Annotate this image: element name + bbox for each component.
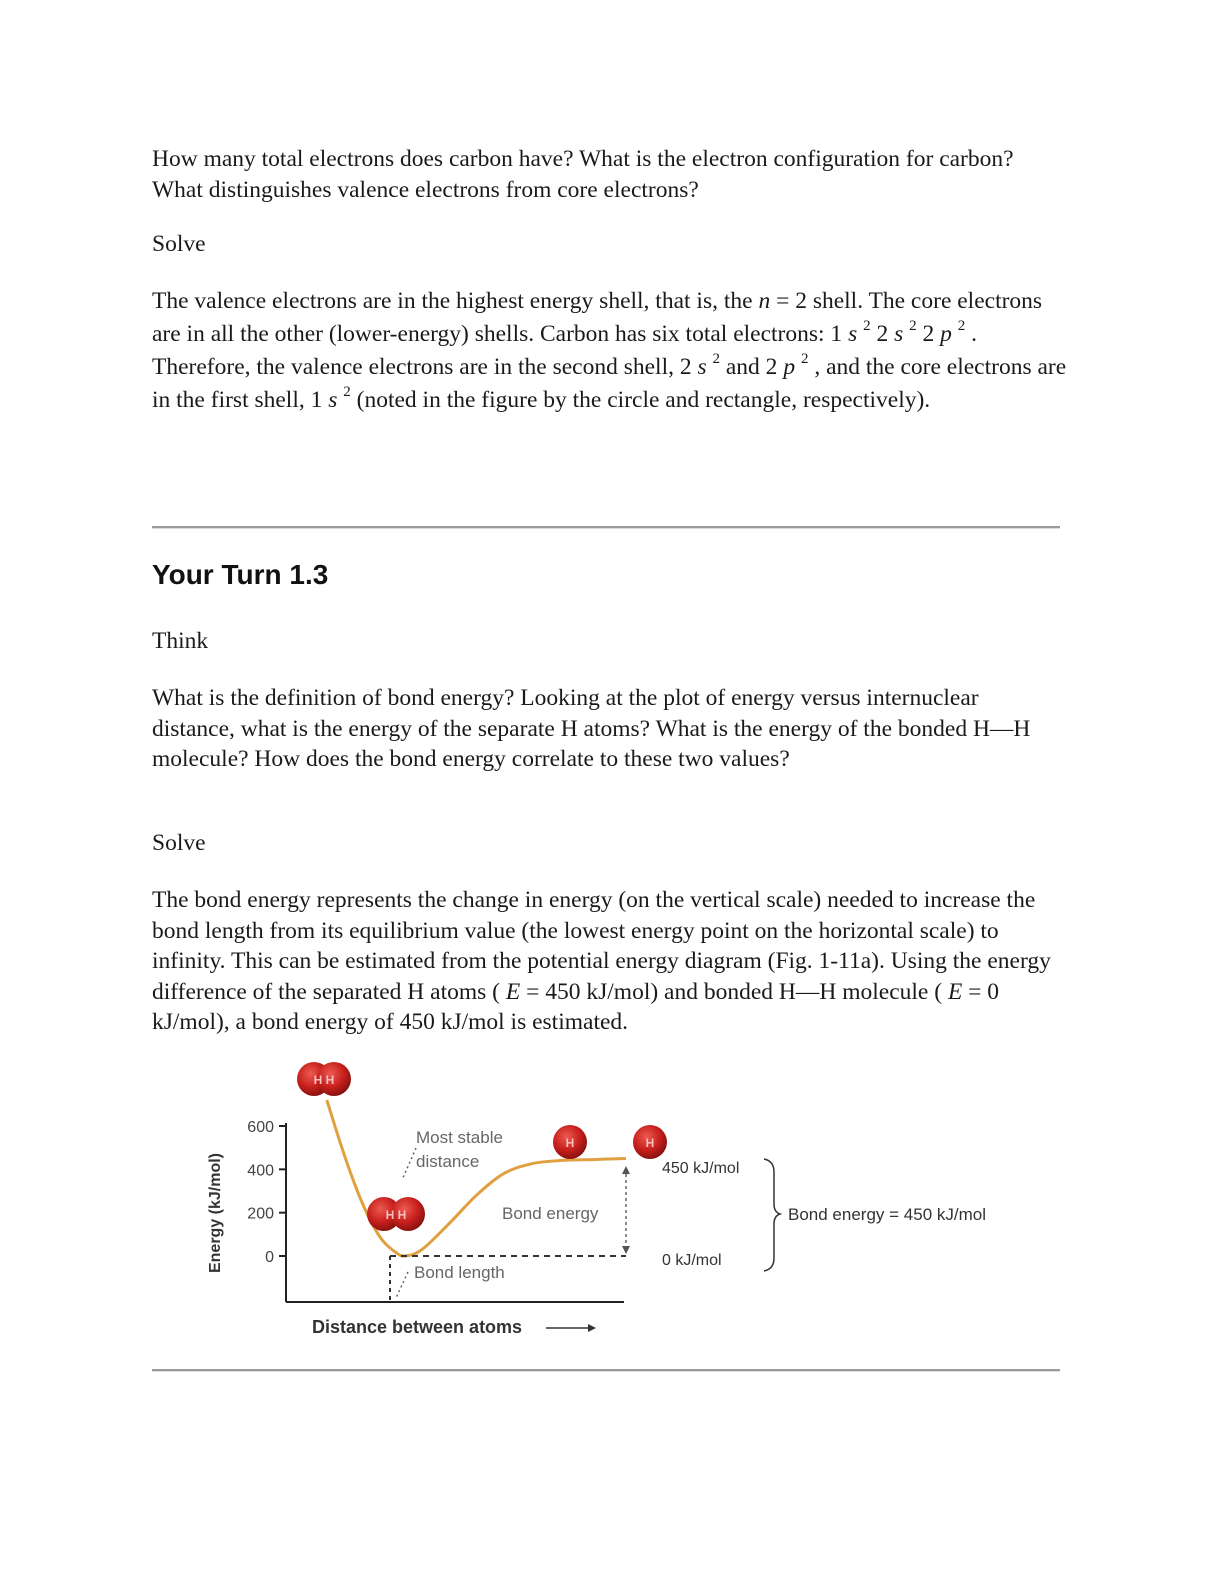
orbital-exponent: 2 [712,351,720,368]
y-axis-label: Energy (kJ/mol) [207,1152,224,1274]
solve-text-part: The bond energy represents the change in energy (on the vertical scale) needed to increase the bond length from its equilibrium value (the lowest energy point on the horizontal scale) to infinity. This can be estimated from the potential energy diagram (Fig. 1-11a). Using the energy difference of the separated H atoms ( [152,887,1051,1005]
separate-atom [553,1125,587,1159]
orbital-exponent: 2 [863,318,871,335]
answer-text: 2 [870,321,895,347]
section-divider [152,526,1060,529]
energy-curve [327,1100,626,1256]
answer-text: and 2 [720,354,784,380]
section-heading: Your Turn 1.3 [152,559,329,590]
y-tick-label: 600 [247,1119,274,1136]
solve-text-part: = 0 kJ/mol), a bond energy of 450 kJ/mol is estimated. [152,978,1000,1035]
distance-label: distance [416,1152,480,1171]
bond-energy-total-label: Bond energy = 450 kJ/mol [788,1205,986,1224]
x-axis-label: Distance between atoms [312,1317,523,1337]
bond-energy-brace [764,1159,780,1271]
orbital-s: s [848,321,858,347]
y-tick-label: 0 [265,1249,274,1266]
atom-label: H [645,1136,655,1150]
potential-energy-figure [200,1058,1040,1358]
answer-text: (noted in the figure by the circle and rectangle, respectively). [350,387,931,413]
answer-text: The valence electrons are in the highest energy shell, that is, the [152,288,759,314]
bond-length-label: Bond length [414,1263,505,1282]
orbital-exponent: 2 [800,351,809,368]
intro-solve-label: Solve [152,231,206,257]
bond-length-pointer [396,1272,408,1298]
solve-label: Solve [152,830,206,856]
arrowhead-up [622,1166,630,1174]
orbital-s: s [894,321,904,347]
separate-atom [633,1125,667,1159]
answer-text: 2 [916,321,941,347]
orbital-p: p [783,354,796,380]
orbital-exponent: 2 [957,318,966,335]
solve-text-part: = 450 kJ/mol) and bonded H—H molecule ( [520,978,948,1005]
y-tick-label: 200 [247,1205,274,1223]
atom-label: H H [313,1073,335,1087]
bond-energy-label: Bond energy [502,1204,599,1223]
orbital-s: s [697,354,707,380]
intro-answer [152,285,1067,417]
energy-450-label: 450 kJ/mol [662,1160,740,1177]
y-tick-label: 400 [247,1162,274,1180]
orbital-exponent: 2 [909,318,917,335]
answer-text: , and the core electrons are in the first shell, 1 [152,354,1067,413]
answer-text: . Therefore, the valence electrons are in the second shell, 2 [152,321,977,380]
orbital-exponent: 2 [343,384,351,401]
y-tick-group [247,1119,286,1266]
energy-0-label: 0 kJ/mol [662,1252,722,1269]
most-stable-pointer [402,1148,416,1180]
think-label: Think [152,628,209,654]
atom-label: H [565,1136,575,1150]
intro-question: How many total electrons does carbon have? What is the electron configuration for carbon? What distinguishes valence electrons from core electrons? [152,146,1014,203]
bonded-molecule [367,1197,425,1231]
answer-text: = 2 shell. The core electrons are in all the other (lower-energy) shells. Carbon has six total electrons: 1 [152,288,1043,347]
most-stable-label: Most stable [416,1128,503,1147]
x-axis-arrowhead [588,1324,596,1332]
think-text: What is the definition of bond energy? Looking at the plot of energy versus internuclear distance, what is the energy of the separate H atoms? What is the energy of the bonded H—H molecule? How does the bond energy correlate to these two values? [152,685,1031,772]
orbital-s: s [328,387,338,413]
energy-variable: E [947,978,963,1005]
compressed-molecule [297,1062,351,1096]
atom-label: H H [385,1208,407,1222]
solve-text [152,885,1067,1038]
arrowhead-down [622,1246,630,1254]
section-divider-bottom [152,1369,1060,1372]
orbital-p: p [940,321,952,347]
energy-variable: E [505,978,521,1005]
n-variable: n [758,288,771,314]
